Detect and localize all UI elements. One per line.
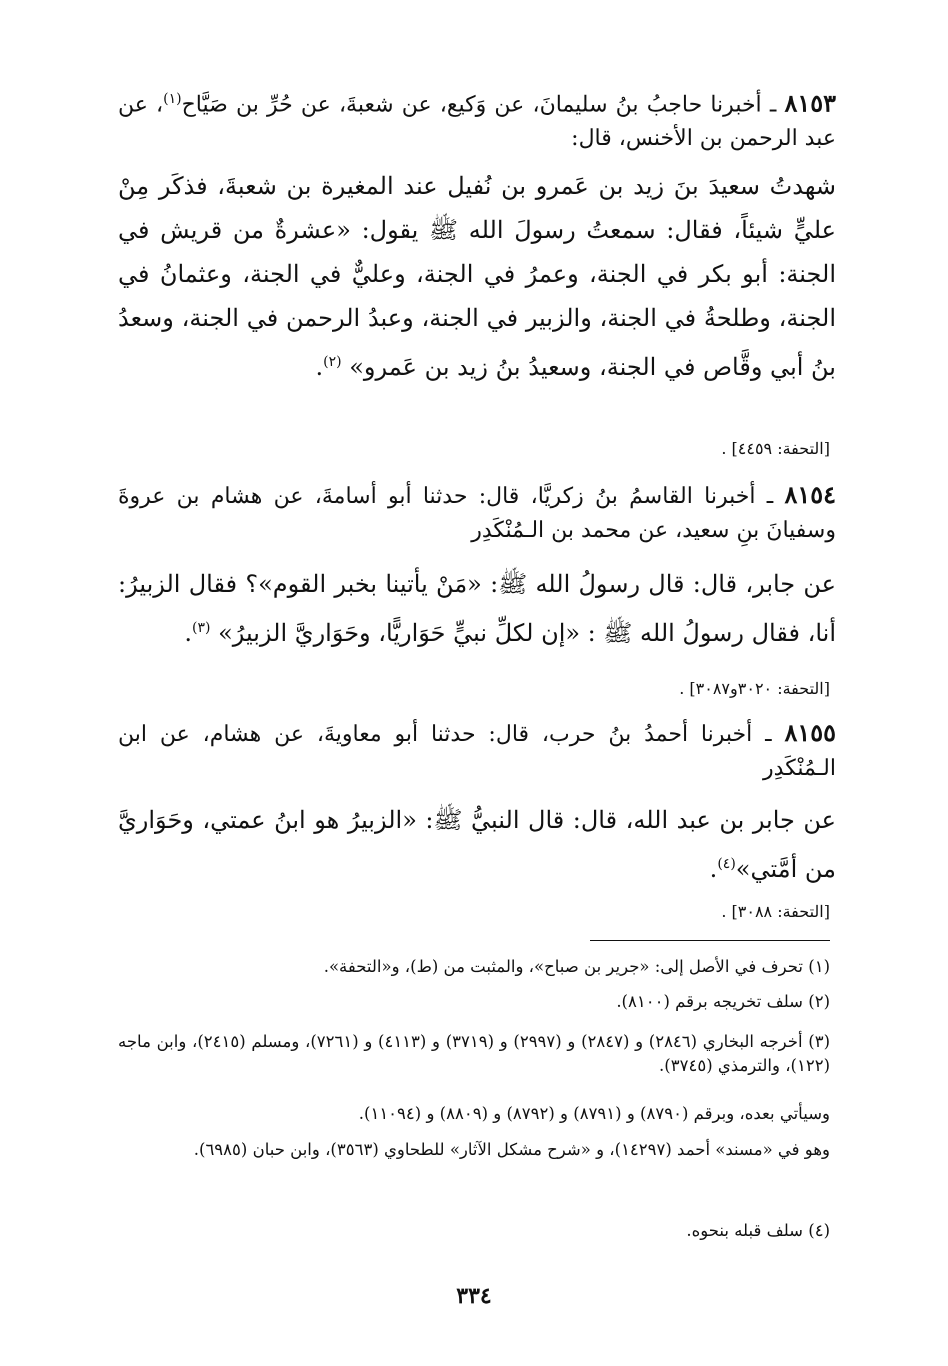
hadith-number: ٨١٥٤ — [784, 480, 836, 509]
hadith-8155-matn: عن جابر بن عبد الله، قال: قال النبيُّ ﷺ: «الزبيرُ هو ابنُ عمتي، وحَوَاريَّ من أمَّتي»$^{(٤)}$. — [118, 806, 837, 883]
matn-text: شهدتُ سعيدَ بنَ زيد بن عَمرو بن نُفيل عند المغيرة بن شعبةَ، فذكَر مِنْ عليٍّ شيئاً، فقال: سمعتُ رسولَ الله ﷺ يقول: «عشرةٌ من قريش في الجنة: أبو بكر في الجنة، وعمرُ في الجنة، وعليٌّ في الجنة، وعثمانُ في الجنة، وطلحةُ في الجنة، والزبير في الجنة، وعبدُ الرحمن في الجنة، وسعدُ بنُ أبي وقَّاص في الجنة، وسعيدُ بنُ زيد بن عَمرو» — [118, 172, 836, 381]
footnote-1: (١) تحرف في الأصل إلى: «جرير بن صباح»، والمثبت من (ط)، و«التحفة». — [323, 957, 830, 976]
footnote-3: (٣) أخرجه البخاري (٢٨٤٦) و (٢٨٤٧) و (٢٩٩٧) و (٣٧١٩) و (٤١١٣) و (٧٢٦١)، ومسلم (٢٤١٥)، وابن ماجه (١٢٢)، والترمذي (٣٧٤٥). — [118, 1032, 830, 1075]
page-number: ٣٣٤ — [456, 1283, 492, 1309]
footnote-3-cont: وسيأتي بعده، وبرقم (٨٧٩٠) و (٨٧٩١) و (٨٧٩٢) و (٨٨٠٩) و (١١٠٩٤). — [358, 1104, 830, 1123]
tuhfa-reference: [التحفة: ٣٠٨٨] . — [721, 902, 830, 921]
footnote-marker: (٣) — [191, 620, 211, 636]
footnote-marker: (٢) — [323, 354, 342, 370]
footnote-marker: (٤) — [717, 856, 736, 872]
footnote-divider — [590, 940, 830, 941]
footnote-4: (٤) سلف قبله بنحوه. — [686, 1221, 830, 1240]
tuhfa-reference: [التحفة: ٤٤٥٩] . — [721, 439, 830, 458]
isnad-text: ـ أخبرنا حاجبُ بنُ سليمانَ، عن وَكيع، عن شعبةَ، عن حُرِّ بن صَيَّاح — [181, 92, 785, 118]
hadith-8153-matn: شهدتُ سعيدَ بنَ زيد بن عَمرو بن نُفيل عند المغيرة بن شعبةَ، فذكَر مِنْ عليٍّ شيئاً، فقال: سمعتُ رسولَ الله ﷺ يقول: «عشرةٌ من قريش في الجنة: أبو بكر في الجنة، وعمرُ في الجنة، وعليٌّ في الجنة، وعثمانُ في الجنة، وطلحةُ في الجنة، والزبير في الجنة، وعبدُ الرحمن في الجنة، وسعدُ بنُ أبي وقَّاص في الجنة، وسعيدُ بنُ زيد بن عَمرو» $^{(٢)}$. — [118, 172, 836, 381]
matn-text: عن جابر، قال: قال رسولُ الله ﷺ: «مَنْ يأتينا بخبر القوم»؟ فقال الزبيرُ: أنا، فقال رسولُ الله ﷺ : «إن لكلِّ نبيٍّ حَوَاريًّا، وحَوَاريَّ الزبيرُ» — [118, 570, 836, 647]
footnote-2: (٢) سلف تخريجه برقم (٨١٠٠). — [616, 992, 830, 1011]
footnote-3-cont-2: وهو في «مسند» أحمد (١٤٢٩٧)، و «شرح مشكل الآثار» للطحاوي (٣٥٦٣)، وابن حبان (٦٩٨٥). — [193, 1140, 830, 1159]
hadith-8155-isnad — [118, 716, 836, 786]
isnad-text: ـ أخبرنا القاسمُ بنُ زكريَّا، قال: حدثنا أبو أسامةَ، عن هشام بن عروةَ وسفيانَ بنِ سعيد، عن محمد بن الـمُنْكَدِر — [118, 484, 836, 543]
hadith-8154-matn: عن جابر، قال: قال رسولُ الله ﷺ: «مَنْ يأتينا بخبر القوم»؟ فقال الزبيرُ: أنا، فقال رسولُ الله ﷺ : «إن لكلِّ نبيٍّ حَوَاريًّا، وحَوَاريَّ الزبيرُ» $^{(٣)}$. — [118, 570, 836, 647]
hadith-number: ٨١٥٥ — [784, 718, 836, 747]
isnad-text-end: ، عن عبد الرحمن بن الأخنس، قال: — [118, 92, 836, 152]
hadith-8154-isnad — [118, 478, 836, 548]
isnad-text: ـ أخبرنا أحمدُ بنُ حرب، قال: حدثنا أبو معاويةَ، عن هشام، عن ابن الـمُنْكَدِر — [118, 722, 836, 781]
hadith-8153-isnad — [118, 82, 836, 156]
footnote-marker: (١) — [163, 91, 182, 107]
tuhfa-reference: [التحفة: ٣٠٢٠و٣٠٨٧] . — [679, 679, 830, 698]
matn-text: عن جابر بن عبد الله، قال: قال النبيُّ ﷺ: «الزبيرُ هو ابنُ عمتي، وحَوَاريَّ من أمَّتي» — [118, 806, 837, 883]
hadith-number: ٨١٥٣ — [784, 88, 836, 118]
